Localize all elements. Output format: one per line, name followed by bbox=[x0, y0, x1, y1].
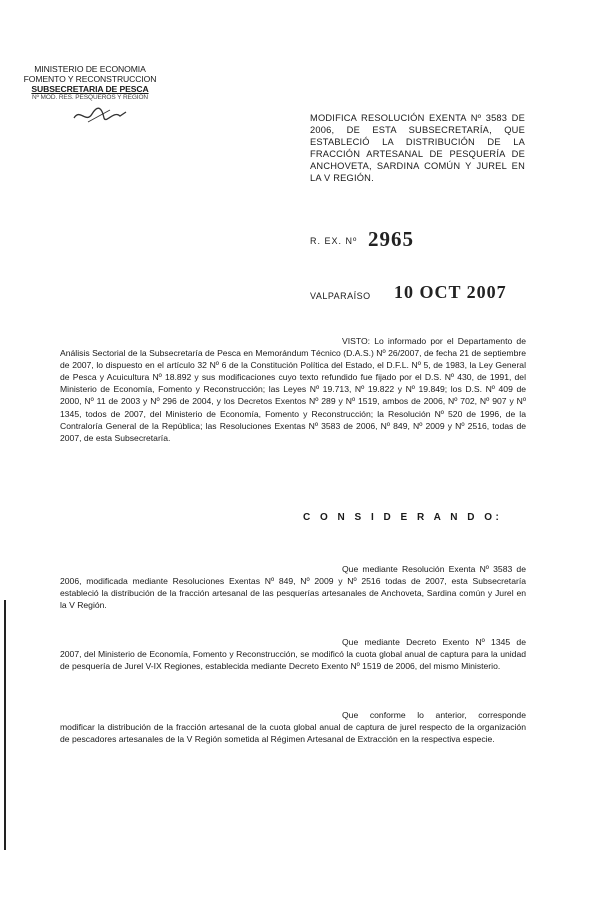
ministry-subtitle: FOMENTO Y RECONSTRUCCION bbox=[23, 74, 157, 84]
visto-paragraph: VISTO: Lo informado por el Departamento de Análisis Sectorial de la Subsecretaría de Pesca en Memorándum Técnico (D.A.S.) Nº 26/2007, de fecha 21 de septiembre de 2007, lo dispuesto en el artículo 32 Nº 6 de la Constitución Política del Estado, el D.F.L. Nº 5, de 1983, la Ley General de Pesca y Acuicultura Nº 18.892 y sus modificaciones cuyo texto refundido fue fijado por el D.S. Nº 430, de 1991, del Ministerio de Economía, Fomento y Reconstrucción; las Leyes Nº 19.713, Nº 19.822 y Nº 19.849; los D.S. Nº 409 de 2000, Nº 11 de 2003 y Nº 296 de 2004, y los Decretos Exentos Nº 289 y Nº 1519, ambos de 2006, Nº 702, Nº 907 y Nº 1345, todos de 2007, del Ministerio de Economía, Fomento y Reconstrucción; la Resolución Nº 520 de 1996, de la Contraloría General de la República; las Resoluciones Exentas Nº 3583 de 2006, Nº 849, Nº 2009 y Nº 2516, todas de 2007, de esta Subsecretaría. bbox=[60, 336, 526, 443]
resolution-subject: MODIFICA RESOLUCIÓN EXENTA Nº 3583 DE 2006, DE ESTA SUBSECRETARÍA, QUE ESTABLECIÓ LA DISTRIBUCIÓN DE LA FRACCIÓN ARTESANAL DE PESQUERÍA DE ANCHOVETA, SARDINA COMÚN Y JUREL EN LA V REGIÓN. bbox=[310, 113, 525, 183]
considerando-item-2: Que mediante Decreto Exento Nº 1345 de 2007, del Ministerio de Economía, Fomento y Reconstrucción, se modificó la cuota global anual de captura para la unidad de pesquería de Jurel V-IX Regiones, establecida mediante Decreto Exento Nº 1519 de 2006, del mismo Ministerio. bbox=[60, 637, 526, 672]
resolution-number: 2965 bbox=[368, 227, 414, 251]
scan-edge-mark bbox=[4, 600, 6, 850]
considerando-item-1: Que mediante Resolución Exenta Nº 3583 de 2006, modificada mediante Resoluciones Exentas Nº 849, Nº 2009 y Nº 2516 todas de 2007, esta Subsecretaría estableció la distribución de la fracción artesanal de las pesquerías artesanales de Anchoveta, Sardina común y Jurel en la V Región. bbox=[60, 564, 526, 611]
considerando-heading: C O N S I D E R A N D O: bbox=[303, 512, 503, 523]
ministry-name: MINISTERIO DE ECONOMIA bbox=[34, 64, 146, 74]
department-stamp: Nº MOD. RES. PESQUEROS Y REGION bbox=[31, 94, 149, 101]
signature-scribble bbox=[70, 104, 130, 126]
place: VALPARAÍSO bbox=[310, 291, 371, 301]
resolution-label: R. EX. Nº bbox=[310, 236, 358, 246]
subsecretaria-name: SUBSECRETARIA DE PESCA bbox=[31, 84, 149, 94]
considerando-item-3: Que conforme lo anterior, corresponde modificar la distribución de la fracción artesanal de la cuota global anual de captura de jurel respecto de la organización de pescadores artesanales de la V Región sometida al Régimen Artesanal de Extracción en la respectiva especie. bbox=[60, 710, 526, 745]
date-stamp: 10 OCT 2007 bbox=[394, 282, 507, 302]
letterhead bbox=[10, 64, 170, 102]
